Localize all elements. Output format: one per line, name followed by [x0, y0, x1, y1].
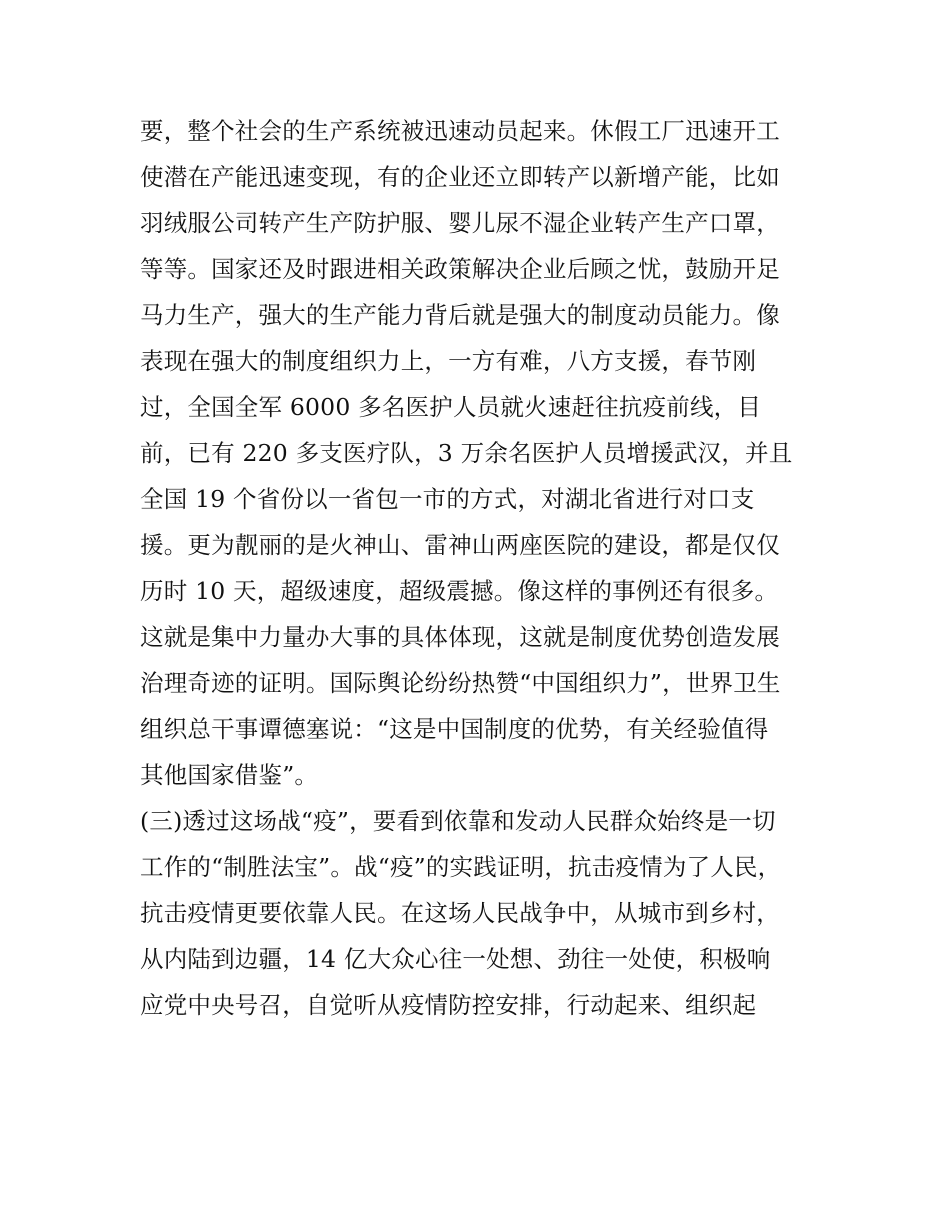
text-line: 表现在强大的制度组织力上，一方有难，八方支援，春节刚: [140, 347, 757, 375]
text-line: 过，全国全军 6000 多名医护人员就火速赶往抗疫前线，目: [140, 393, 762, 421]
text-line: 历时 10 天，超级速度，超级震撼。像这样的事例还有很多。: [140, 577, 779, 605]
text-line: 工作的“制胜法宝”。战“疫”的实践证明，抗击疫情为了人民，: [140, 853, 782, 881]
text-line: 等等。国家还及时跟进相关政策解决企业后顾之忧，鼓励开足: [140, 255, 780, 283]
text-line: 全国 19 个省份以一省包一市的方式，对湖北省进行对口支: [140, 485, 755, 513]
text-line: 要，整个社会的生产系统被迅速动员起来。休假工厂迅速开工: [140, 117, 780, 145]
body-text: [140, 108, 830, 1028]
text-line: 其他国家借鉴”。: [140, 761, 319, 789]
text-line: 前，已有 220 多支医疗队，3 万余名医护人员增援武汉，并且: [140, 439, 793, 467]
text-line: 这就是集中力量办大事的具体体现，这就是制度优势创造发展: [140, 623, 780, 651]
text-line: 治理奇迹的证明。国际舆论纷纷热赞“中国组织力”，世界卫生: [140, 669, 781, 697]
text-line: 应党中央号召，自觉听从疫情防控安排，行动起来、组织起: [140, 991, 757, 1019]
text-line: 马力生产，强大的生产能力背后就是强大的制度动员能力。像: [140, 301, 780, 329]
text-line: 从内陆到边疆，14 亿大众心往一处想、劲往一处使，积极响: [140, 945, 771, 973]
section-heading-line: (三)透过这场战“疫”，要看到依靠和发动人民群众始终是一切: [140, 807, 776, 835]
text-line: 羽绒服公司转产生产防护服、婴儿尿不湿企业转产生产口罩，: [140, 209, 780, 237]
text-line: 援。更为靓丽的是火神山、雷神山两座医院的建设，都是仅仅: [140, 531, 780, 559]
text-line: 组织总干事谭德塞说：“这是中国制度的优势，有关经验值得: [140, 715, 769, 743]
text-line: 使潜在产能迅速变现，有的企业还立即转产以新增产能，比如: [140, 163, 780, 191]
text-line: 抗击疫情更要依靠人民。在这场人民战争中，从城市到乡村，: [140, 899, 780, 927]
